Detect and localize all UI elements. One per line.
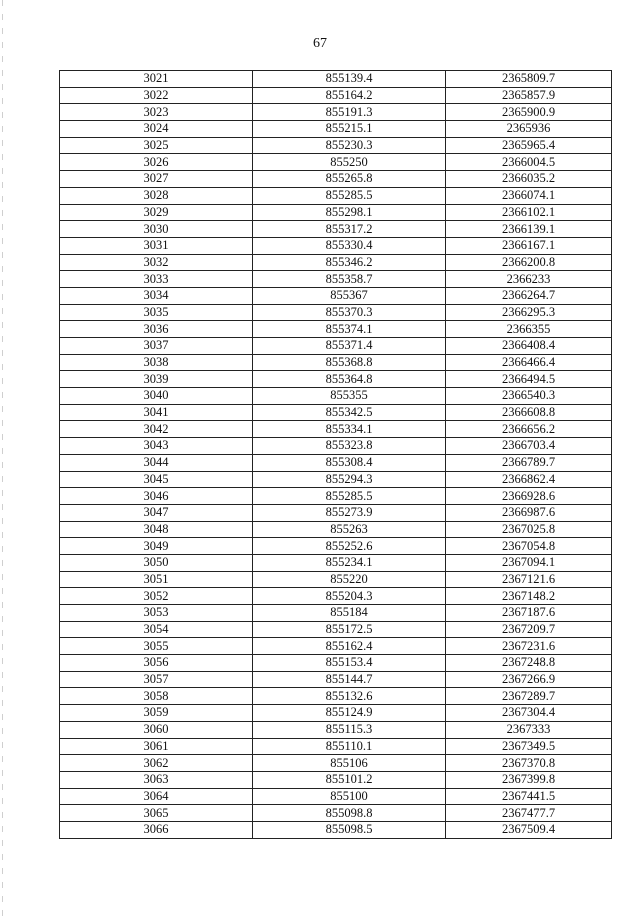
y-coordinate-cell: 2365965.4	[446, 137, 612, 154]
y-coordinate-cell: 2366540.3	[446, 388, 612, 405]
y-coordinate-cell: 2367349.5	[446, 738, 612, 755]
y-coordinate-cell: 2367054.8	[446, 538, 612, 555]
x-coordinate-cell: 855265.8	[253, 171, 446, 188]
table-row	[60, 438, 612, 455]
table-row	[60, 304, 612, 321]
point-number-cell: 3056	[60, 655, 253, 672]
y-coordinate-cell: 2365857.9	[446, 87, 612, 104]
x-coordinate-cell: 855220	[253, 571, 446, 588]
y-coordinate-cell: 2367441.5	[446, 788, 612, 805]
y-coordinate-cell: 2366167.1	[446, 237, 612, 254]
y-coordinate-cell: 2367399.8	[446, 771, 612, 788]
point-number-cell: 3060	[60, 721, 253, 738]
table-row	[60, 638, 612, 655]
point-number-cell: 3062	[60, 755, 253, 772]
point-number-cell: 3051	[60, 571, 253, 588]
point-number-cell: 3054	[60, 621, 253, 638]
point-number-cell: 3045	[60, 471, 253, 488]
x-coordinate-cell: 855139.4	[253, 71, 446, 88]
table-row	[60, 404, 612, 421]
point-number-cell: 3033	[60, 271, 253, 288]
y-coordinate-cell: 2367025.8	[446, 521, 612, 538]
x-coordinate-cell: 855330.4	[253, 237, 446, 254]
table-row	[60, 755, 612, 772]
x-coordinate-cell: 855355	[253, 388, 446, 405]
x-coordinate-cell: 855285.5	[253, 187, 446, 204]
point-number-cell: 3041	[60, 404, 253, 421]
table-row	[60, 171, 612, 188]
x-coordinate-cell: 855215.1	[253, 121, 446, 138]
x-coordinate-cell: 855164.2	[253, 87, 446, 104]
table-row	[60, 488, 612, 505]
point-number-cell: 3059	[60, 705, 253, 722]
x-coordinate-cell: 855308.4	[253, 454, 446, 471]
y-coordinate-cell: 2367266.9	[446, 671, 612, 688]
table-row	[60, 688, 612, 705]
table-row	[60, 137, 612, 154]
point-number-cell: 3055	[60, 638, 253, 655]
point-number-cell: 3053	[60, 605, 253, 622]
point-number-cell: 3023	[60, 104, 253, 121]
x-coordinate-cell: 855346.2	[253, 254, 446, 271]
table-row	[60, 788, 612, 805]
x-coordinate-cell: 855273.9	[253, 504, 446, 521]
x-coordinate-cell: 855370.3	[253, 304, 446, 321]
table-row	[60, 805, 612, 822]
point-number-cell: 3044	[60, 454, 253, 471]
point-number-cell: 3036	[60, 321, 253, 338]
y-coordinate-cell: 2366608.8	[446, 404, 612, 421]
x-coordinate-cell: 855371.4	[253, 338, 446, 355]
point-number-cell: 3042	[60, 421, 253, 438]
table-row	[60, 287, 612, 304]
point-number-cell: 3027	[60, 171, 253, 188]
point-number-cell: 3032	[60, 254, 253, 271]
table-row	[60, 738, 612, 755]
point-number-cell: 3035	[60, 304, 253, 321]
x-coordinate-cell: 855252.6	[253, 538, 446, 555]
y-coordinate-cell: 2365809.7	[446, 71, 612, 88]
x-coordinate-cell: 855098.5	[253, 821, 446, 838]
table-row	[60, 471, 612, 488]
y-coordinate-cell: 2366494.5	[446, 371, 612, 388]
x-coordinate-cell: 855368.8	[253, 354, 446, 371]
y-coordinate-cell: 2366139.1	[446, 221, 612, 238]
table-row	[60, 821, 612, 838]
y-coordinate-cell: 2366703.4	[446, 438, 612, 455]
y-coordinate-cell: 2366789.7	[446, 454, 612, 471]
x-coordinate-cell: 855294.3	[253, 471, 446, 488]
x-coordinate-cell: 855144.7	[253, 671, 446, 688]
y-coordinate-cell: 2366295.3	[446, 304, 612, 321]
y-coordinate-cell: 2367187.6	[446, 605, 612, 622]
y-coordinate-cell: 2367333	[446, 721, 612, 738]
x-coordinate-cell: 855115.3	[253, 721, 446, 738]
point-number-cell: 3037	[60, 338, 253, 355]
y-coordinate-cell: 2366102.1	[446, 204, 612, 221]
x-coordinate-cell: 855250	[253, 154, 446, 171]
point-number-cell: 3028	[60, 187, 253, 204]
table-row	[60, 705, 612, 722]
table-row	[60, 237, 612, 254]
point-number-cell: 3024	[60, 121, 253, 138]
x-coordinate-cell: 855342.5	[253, 404, 446, 421]
y-coordinate-cell: 2367148.2	[446, 588, 612, 605]
y-coordinate-cell: 2367121.6	[446, 571, 612, 588]
x-coordinate-cell: 855191.3	[253, 104, 446, 121]
point-number-cell: 3061	[60, 738, 253, 755]
y-coordinate-cell: 2367231.6	[446, 638, 612, 655]
table-row	[60, 271, 612, 288]
table-row	[60, 87, 612, 104]
point-number-cell: 3038	[60, 354, 253, 371]
y-coordinate-cell: 2367304.4	[446, 705, 612, 722]
y-coordinate-cell: 2366233	[446, 271, 612, 288]
x-coordinate-cell: 855172.5	[253, 621, 446, 638]
table-row	[60, 521, 612, 538]
point-number-cell: 3031	[60, 237, 253, 254]
table-row	[60, 621, 612, 638]
point-number-cell: 3048	[60, 521, 253, 538]
x-coordinate-cell: 855106	[253, 755, 446, 772]
point-number-cell: 3034	[60, 287, 253, 304]
table-row	[60, 321, 612, 338]
point-number-cell: 3022	[60, 87, 253, 104]
x-coordinate-cell: 855162.4	[253, 638, 446, 655]
point-number-cell: 3052	[60, 588, 253, 605]
y-coordinate-cell: 2367370.8	[446, 755, 612, 772]
table-row	[60, 154, 612, 171]
point-number-cell: 3029	[60, 204, 253, 221]
table-row	[60, 721, 612, 738]
x-coordinate-cell: 855358.7	[253, 271, 446, 288]
x-coordinate-cell: 855334.1	[253, 421, 446, 438]
table-row	[60, 671, 612, 688]
y-coordinate-cell: 2366074.1	[446, 187, 612, 204]
point-number-cell: 3026	[60, 154, 253, 171]
table-row	[60, 71, 612, 88]
x-coordinate-cell: 855323.8	[253, 438, 446, 455]
point-number-cell: 3063	[60, 771, 253, 788]
x-coordinate-cell: 855374.1	[253, 321, 446, 338]
x-coordinate-cell: 855263	[253, 521, 446, 538]
scan-edge-mark	[2, 0, 3, 921]
y-coordinate-cell: 2366656.2	[446, 421, 612, 438]
point-number-cell: 3065	[60, 805, 253, 822]
x-coordinate-cell: 855367	[253, 287, 446, 304]
x-coordinate-cell: 855204.3	[253, 588, 446, 605]
x-coordinate-cell: 855230.3	[253, 137, 446, 154]
y-coordinate-cell: 2365900.9	[446, 104, 612, 121]
table-row	[60, 338, 612, 355]
point-number-cell: 3050	[60, 554, 253, 571]
table-row	[60, 771, 612, 788]
y-coordinate-cell: 2366408.4	[446, 338, 612, 355]
table-row	[60, 605, 612, 622]
y-coordinate-cell: 2366355	[446, 321, 612, 338]
table-row	[60, 538, 612, 555]
y-coordinate-cell: 2366264.7	[446, 287, 612, 304]
x-coordinate-cell: 855100	[253, 788, 446, 805]
y-coordinate-cell: 2367289.7	[446, 688, 612, 705]
table-row	[60, 254, 612, 271]
point-number-cell: 3049	[60, 538, 253, 555]
x-coordinate-cell: 855124.9	[253, 705, 446, 722]
y-coordinate-cell: 2366035.2	[446, 171, 612, 188]
coordinates-table	[59, 70, 612, 839]
point-number-cell: 3066	[60, 821, 253, 838]
y-coordinate-cell: 2366928.6	[446, 488, 612, 505]
y-coordinate-cell: 2366466.4	[446, 354, 612, 371]
x-coordinate-cell: 855101.2	[253, 771, 446, 788]
point-number-cell: 3064	[60, 788, 253, 805]
point-number-cell: 3057	[60, 671, 253, 688]
table-row	[60, 204, 612, 221]
table-row	[60, 421, 612, 438]
y-coordinate-cell: 2367094.1	[446, 554, 612, 571]
point-number-cell: 3040	[60, 388, 253, 405]
point-number-cell: 3047	[60, 504, 253, 521]
table-row	[60, 104, 612, 121]
table-row	[60, 504, 612, 521]
point-number-cell: 3021	[60, 71, 253, 88]
x-coordinate-cell: 855317.2	[253, 221, 446, 238]
x-coordinate-cell: 855110.1	[253, 738, 446, 755]
y-coordinate-cell: 2366862.4	[446, 471, 612, 488]
x-coordinate-cell: 855285.5	[253, 488, 446, 505]
table-row	[60, 588, 612, 605]
y-coordinate-cell: 2367477.7	[446, 805, 612, 822]
point-number-cell: 3058	[60, 688, 253, 705]
table-row	[60, 554, 612, 571]
y-coordinate-cell: 2367209.7	[446, 621, 612, 638]
x-coordinate-cell: 855098.8	[253, 805, 446, 822]
x-coordinate-cell: 855184	[253, 605, 446, 622]
x-coordinate-cell: 855298.1	[253, 204, 446, 221]
coordinates-table-body	[60, 71, 612, 839]
page-number: 67	[313, 36, 327, 51]
x-coordinate-cell: 855234.1	[253, 554, 446, 571]
table-row	[60, 354, 612, 371]
point-number-cell: 3043	[60, 438, 253, 455]
x-coordinate-cell: 855153.4	[253, 655, 446, 672]
point-number-cell: 3046	[60, 488, 253, 505]
table-row	[60, 221, 612, 238]
table-row	[60, 371, 612, 388]
y-coordinate-cell: 2366004.5	[446, 154, 612, 171]
table-row	[60, 571, 612, 588]
table-row	[60, 187, 612, 204]
table-row	[60, 388, 612, 405]
point-number-cell: 3039	[60, 371, 253, 388]
y-coordinate-cell: 2367509.4	[446, 821, 612, 838]
table-row	[60, 121, 612, 138]
y-coordinate-cell: 2366987.6	[446, 504, 612, 521]
x-coordinate-cell: 855364.8	[253, 371, 446, 388]
table-row	[60, 655, 612, 672]
point-number-cell: 3030	[60, 221, 253, 238]
point-number-cell: 3025	[60, 137, 253, 154]
table-row	[60, 454, 612, 471]
x-coordinate-cell: 855132.6	[253, 688, 446, 705]
y-coordinate-cell: 2365936	[446, 121, 612, 138]
y-coordinate-cell: 2366200.8	[446, 254, 612, 271]
y-coordinate-cell: 2367248.8	[446, 655, 612, 672]
